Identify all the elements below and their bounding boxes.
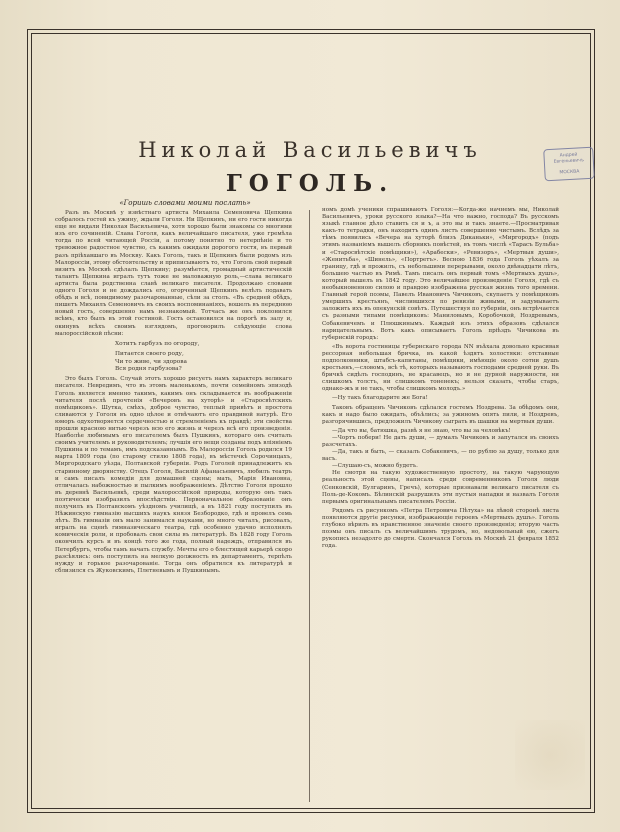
author-surname-title: ГОГОЛЬ.	[225, 170, 395, 197]
paragraph: Не смотря на такую художественную простоту, на такую чарующую реальность этой сцены, написаль среди современниковъ Гоголя люди (Сенковскій, Булгаринъ, Гречъ), которые признавали великаго писателя съ Поль-де-Кокомъ. Бѣлинскій разрушилъ эти пустыя нападки и назвалъ Гоголя первымъ оригинальнымъ писателемъ Россіи.	[322, 470, 559, 505]
left-text-column	[55, 210, 292, 800]
paragraph: Это былъ Гоголь. Случай этотъ хорошо рисуетъ намъ характеръ великаго писателя. Невредимъ, что въ этомъ маленькомъ, почти семейномъ эпизодѣ Гоголь является именно такимъ, какимъ онъ складывается въ воображеніи читателя послѣ прочтенія «Вечеровъ на хуторѣ» и «Старосвѣтскихъ помѣщиковъ». Шутка, смѣхъ, доброе чувство, теплый привѣтъ и простота сливаются у Гоголя въ одно цѣлое и отвѣчаютъ его правдивой натурѣ. Его юморъ одухотворяется сердечностью и стремленіемъ къ правдѣ; эти свойства прошли красною нитью черезъ всю его жизнь и черезъ всѣ его произведенія. Наиболѣе любимымъ его писателемъ былъ Пушкинъ, котораго онъ считалъ своимъ учителемъ и руководителемъ; лучшія его вещи созданы подъ вліяніемъ Пушкина и по темамъ, имъ подсказаннымъ. Въ Малороссіи Гоголь родился 19 марта 1809 года (по старому стилю 1808 года), въ мѣстечкѣ Сорочинцахъ, Миргородскаго уѣзда, Полтавской губерніи. Родъ Гоголей принадлежитъ къ старинному дворянству. Отецъ Гоголя, Василій Афанасьевичъ, любилъ театръ и самъ писалъ комедіи для домашней сцены; мать, Марія Ивановна, отличалась набожностью и пылкимъ воображеніемъ. Дѣтство Гоголя прошло въ деревнѣ Васильевкѣ, среди малороссійской природы, которую онъ такъ поэтически изобразилъ впослѣдствіи. Первоначальное образованіе онъ получилъ въ Полтавскомъ уѣздномъ училищѣ, а въ 1821 году поступилъ въ Нѣжинскую гимназію высшихъ наукъ князя Безбородко, гдѣ и провелъ семь лѣтъ. Въ гимназіи онъ мало занимался науками, но много читалъ, рисовалъ, игралъ на сценѣ гимназическаго театра, гдѣ особенно удачно исполнялъ комическія роли, и пробовалъ свои силы въ литературѣ. Въ 1828 году Гоголь окончилъ курсъ и въ концѣ того же года, полный надеждъ, отправился въ Петербургъ, чтобы тамъ начать службу. Мечты его о блестящей карьерѣ скоро разсѣялись: онъ поступилъ на мелкую должность въ департаментъ, терпѣлъ нужду и горькое разочарованіе. Тогда онъ обратился къ литературѣ и сблизился съ Жуковскимъ, Плетневымъ и Пушкинымъ.	[55, 376, 292, 574]
stamp-owner-text: Андрей Евгеньевичъ	[553, 152, 585, 165]
right-text-column	[322, 207, 559, 802]
dialog-line: —Чортъ побери! Не дать души, — думалъ Чичиковъ и запутался въ своихъ разсчетахъ.	[322, 434, 559, 448]
dialog-line: —Ну такъ благодарите же Бога!	[332, 395, 428, 402]
paragraph: номъ домѣ ученики спрашиваютъ Гоголя:—Когда-же начнемъ мы, Николай Васильевичъ, уроки русского языка?—На что важно, господа? Въ русскомъ языкѣ главное дѣло ставить ся и ъ, а это вы и такъ знаете.—Просматривая какъ-то тетрадки, онъ находитъ одинъ листъ совершенно чистымъ. Вслѣдъ за тѣмъ появились «Вечера на хуторѣ близъ Диканьки», «Миргородъ» (подъ этимъ названіемъ вышелъ сборникъ повѣстей, въ томъ числѣ «Тарасъ Бульба» и «Старосвѣтскіе помѣщики»), «Арабески», «Ревизоръ», «Мертвыя души», «Женитьба», «Шинель», «Портретъ». Весною 1836 года Гоголь уѣхалъ за границу, гдѣ и прожилъ, съ небольшими перерывами, около двѣнадцати лѣтъ, большею частью въ Римѣ. Тамъ писалъ онъ первый томъ «Мертвыхъ душъ», который вышелъ въ 1842 году. Это величайшее произведеніе Гоголя, гдѣ съ необыкновенною силою и правдою изображена русская жизнь того времени. Главный герой поэмы, Павелъ Ивановичъ Чичиковъ, скупаетъ у помѣщиковъ умершихъ крестьянъ, числившихся по ревизіи живыми, и задумываетъ заложить ихъ въ опекунскій совѣтъ. Путешествуя по губерніи, онъ встрѣчается съ разными типами помѣщиковъ: Маниловымъ, Коробочкой, Ноздревымъ, Собакевичемъ и Плюшкинымъ. Каждый изъ этихъ образовъ сдѣлался нарицательнымъ. Вотъ какъ описываетъ Гоголь пріѣздъ Чичикова въ губернскій городъ:	[322, 207, 559, 341]
verse-line: Питается своего роду,	[115, 351, 184, 358]
paragraph: Таковъ обращенъ Чичиковъ сдѣлался гостемъ Ноздрева. За обѣдомъ они, какъ и надо было ожидать, объѣлись; за ужиномъ опять пили, и Ноздревъ, разгорячившись, предложилъ Чичикову сыграть въ шашки на мертвыя души.	[322, 404, 559, 425]
column-divider	[309, 210, 310, 802]
paragraph: «Въ ворота гостиницы губернскаго города NN въѣхала довольно красивая рессорная небольшая бричка, въ какой ѣздятъ холостяки: отставные подполковники, штабсъ-капитаны, помѣщики, имѣющіе около сотни душъ крестьянъ,—словомъ, всѣ тѣ, которыхъ называютъ господами средней руки. Въ бричкѣ сидѣлъ господинъ, не красавецъ, но и не дурной наружности, ни слишкомъ толстъ, ни слишкомъ тоненекъ; нельзя сказать, чтобы старъ, однако-жъ и не такъ, чтобы слишкомъ молодъ.»	[322, 343, 559, 393]
verse-line: Чи то живе, чи здорова	[115, 358, 187, 365]
verse-line: Вся родня гарбузова?	[115, 365, 182, 372]
author-name-title: Николай Васильевичъ	[138, 138, 482, 162]
verse-line: Хотитъ гарбузъ по огороду,	[115, 340, 200, 347]
epigraph: «Горишь словами моими послать»	[119, 199, 251, 207]
paragraph: Рядомъ съ рисункомъ «Петра Петровича Пѣтуха» на лѣвой сторонѣ листа появляются другіе рисунки, изображающіе героевъ «Мертвыхъ душъ». Гоголь глубоко вѣрилъ въ нравственное значеніе своего произведенія; вторую часть поэмы онъ писалъ съ величайшимъ трудомъ, но, недовольный ею, сжегъ рукопись незадолго до смерти. Скончался Гоголь въ Москвѣ 21 февраля 1852 года.	[322, 507, 559, 550]
library-stamp	[543, 147, 595, 182]
dialog-line: —Да что вы, батюшка, развѣ я не знаю, что вы за человѣкъ!	[332, 427, 511, 434]
paragraph: Разъ въ Москвѣ у извѣстнаго артиста Михаила Семеновича Щепкина собралось гостей къ ужину, ждали Гоголя. Ни Щепкинъ, ни его гости никогда еще не видали Николая Васильевича, хотя хорошо были знакомы со многими изъ его сочиненій. Слава Гоголя, какъ величайшаго писателя, уже гремѣла тогда по всей читающей Россіи, а потому понятно то нетерпѣніе и то тревожное радостное чувство, съ какимъ ожидали дорогого гостя, въ первый разъ пріѣхавшаго въ Москву. Какъ Гоголь, такъ и Щепкинъ были родомъ изъ Малороссіи, этому обстоятельству и приписываютъ то, что Гоголь свой первый визитъ въ Москвѣ сдѣлалъ Щепкину; разумѣется, громадный артистическій талантъ Щепкина игралъ тутъ тоже не маловажную роль,—слава великаго артиста была родственна славѣ великаго писателя. Продолжаю словами одного Гоголя и не дождались его, огорченный Щепкинъ велѣлъ подавать обѣдъ и всѣ, повидимому разочарованные, сѣли за столъ. «Въ средней обѣдъ, пишетъ Михаилъ Семеновичъ въ своихъ воспоминаніяхъ, вошелъ въ переднюю новый гость, совершенно намъ незнакомый. Тотчасъ же онъ поклонился всѣмъ, кто былъ въ этой гостиной. Гость остановился на порогѣ въ залу и, окинувъ всѣхъ своимъ взглядомъ, проговорилъ слѣдующіе слова малороссійской пѣсни:	[55, 210, 292, 337]
dialog-line: —Слушаю-съ, можно будетъ.	[332, 463, 418, 470]
dialog-line: —Да, такъ и быть, — сказалъ Собакевичъ, — по рублю за душу, только для васъ.	[322, 449, 559, 463]
stamp-city-text: МОСКВА	[559, 169, 580, 176]
